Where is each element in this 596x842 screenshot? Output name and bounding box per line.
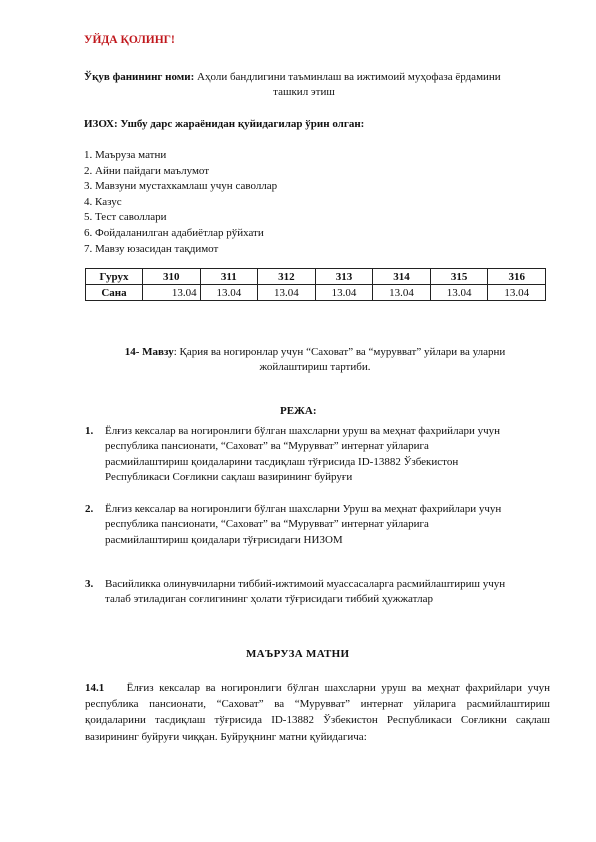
list-item: 5. Тест саволлари [84,211,167,224]
date-label-cell: Сана [86,285,143,301]
table-cell: 313 [315,269,373,285]
table-cell: 13.04 [315,285,373,301]
lecture-paragraph [85,680,550,745]
topic-heading [100,345,530,375]
plan-item-line: Ёлғиз кексалар ва ногиронлиги бўлган шахсларни Уруш ва меҳнат фахрийлари учун [105,503,502,515]
plan-item-line: Республикаси Соғликни сақлаш вазирининг буйруғи [105,471,353,484]
table-cell: 13.04 [143,285,201,301]
table-cell: 314 [373,269,431,285]
table-cell: 315 [430,269,488,285]
list-item: 6. Фойдаланилган адабиётлар рўйхати [84,226,264,239]
list-item: 2. Айни пайдаги маълумот [84,164,210,177]
table-cell: 312 [258,269,316,285]
schedule-table [85,268,546,301]
topic-label: 14- Мавзу [124,346,174,358]
contents-list [84,148,277,257]
subject-label: Ўқув фанининг номи: [84,71,195,83]
paragraph-text: Ёлғиз кексалар ва ногиронлиги бўлган шахсларни уруш ва меҳнат фахрийлари учун республика пансионати, “Саховат” ва “Мурувват” интернат уйларига расмийлаштириш қоидаларини тасдиқлаш тўғрисида ID-13882 Ўзбекистон Республикаси Соғликни сақлаш вазирининг буйруғи чиққан. Буйруқнинг матни қуйидагича: [85,682,550,743]
plan-item-line: республика пансионати, “Саховат” ва “Мурувват” интернат уйларига [105,440,429,453]
warning-title: УЙДА ҚОЛИНГ! [84,34,175,46]
group-label-cell: Гурух [86,269,143,285]
plan-item [85,424,550,486]
plan-item-line: республика пансионати, “Саховат” ва “Мурувват” интернат уйларига [105,518,429,531]
table-cell: 13.04 [258,285,316,301]
table-cell: 13.04 [373,285,431,301]
plan-item-line: расмийлаштириш қоидаларини тасдиқлаш тўғрисида ID-13882 Ўзбекистон [105,455,459,468]
table-cell: 316 [488,269,546,285]
plan-item [85,502,550,548]
plan-item-number: 3. [85,578,94,590]
subject-value-line1: Аҳоли бандлигини таъминлаш ва ижтимоий муҳофаза ёрдамини [197,71,501,83]
plan-item-line: Васийликка олинувчиларни тиббий-ижтимоий муассасаларга расмийлаштириш учун [105,578,506,590]
list-item: 4. Казус [84,195,122,208]
paragraph-number: 14.1 [85,682,105,694]
subject-value-line2: ташкил этиш [273,86,335,98]
plan-item [85,577,550,608]
topic-text-line2: жойлаштириш тартиби. [259,361,371,373]
plan-item-number: 2. [85,503,94,515]
plan-item-line: расмийлаштириш қоидалари тўғрисидаги НИЗОМ [105,533,343,546]
list-item: 7. Мавзу юзасидан тақдимот [84,242,219,255]
table-cell: 13.04 [488,285,546,301]
table-cell: 311 [200,269,258,285]
list-item: 3. Мавзуни мустахкамлаш учун саволлар [84,180,278,193]
table-cell: 13.04 [200,285,258,301]
lecture-title: МАЪРУЗА МАТНИ [246,648,350,660]
plan-item-line: талаб этиладиган соғлигининг ҳолати тўғрисидаги тиббий ҳужжатлар [105,593,433,606]
table-row [86,285,546,301]
topic-text-line1: : Қария ва ногиронлар учун “Саховат” ва “мурувват” уйлари ва уларни [173,346,506,358]
plan-item-number: 1. [85,425,94,437]
table-cell: 310 [143,269,201,285]
table-row [86,269,546,285]
list-item: 1. Маъруза матни [84,149,167,161]
plan-title: РЕЖА: [280,405,317,417]
plan-item-line: Ёлғиз кексалар ва ногиронлиги бўлган шахсларни уруш ва меҳнат фахрийлари учун [105,425,501,437]
table-cell: 13.04 [430,285,488,301]
subject-block [84,70,524,100]
note: ИЗОХ: Ушбу дарс жараёнидан қуйидагилар ўрин олган: [84,118,365,130]
